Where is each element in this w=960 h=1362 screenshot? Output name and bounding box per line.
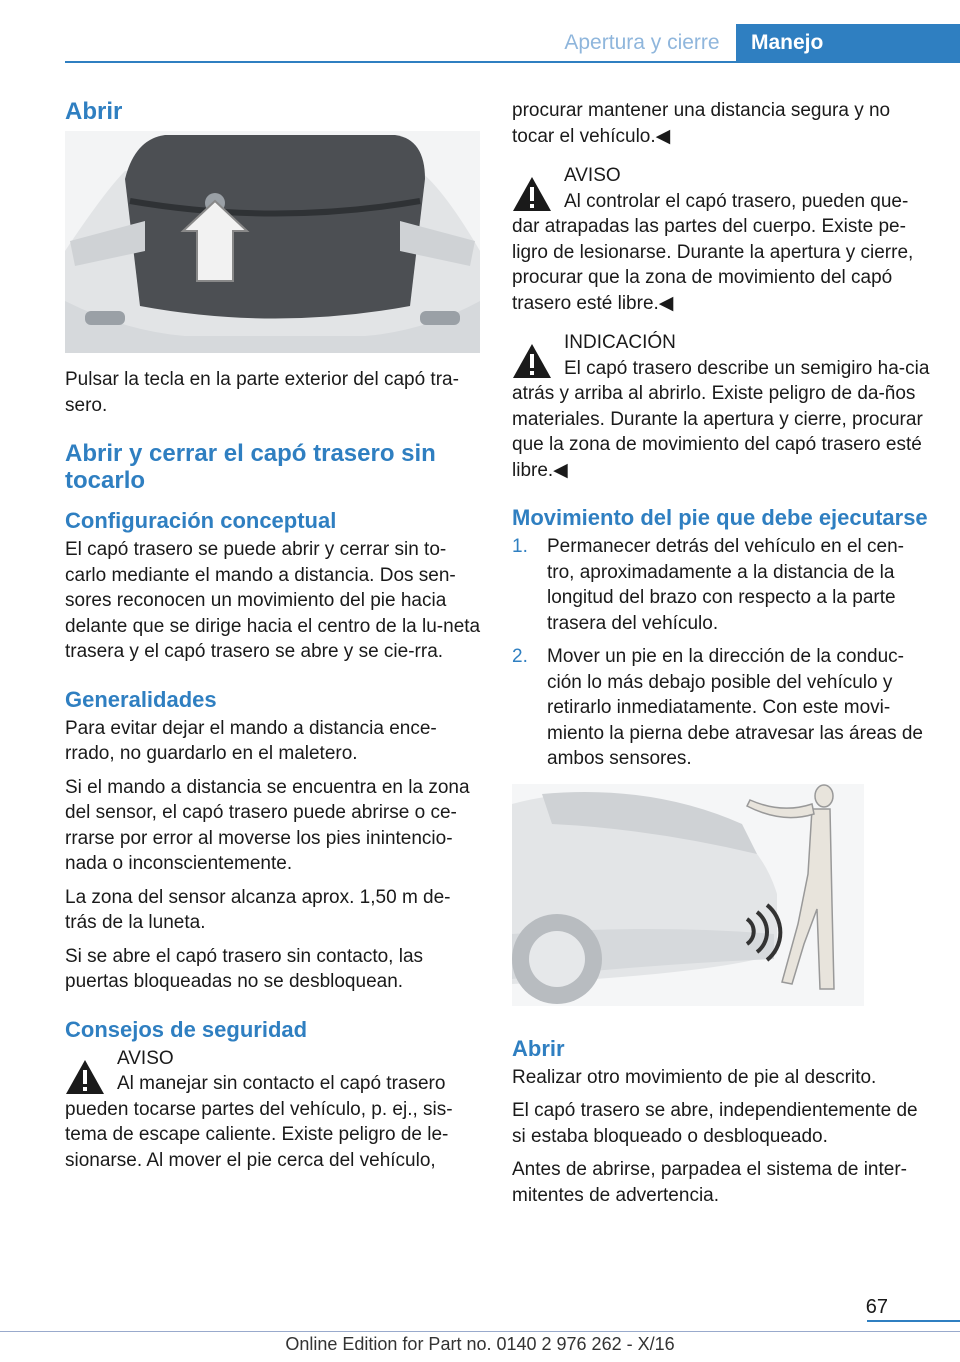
step-number: 1.: [512, 536, 528, 557]
header-rule: [65, 61, 960, 63]
warning-2-title: AVISO: [564, 165, 621, 186]
step-text: Permanecer detrás del vehículo en el cen‐tro, aproximadamente a la distancia de la longitud del brazo con respecto a la parte trasera del vehículo.: [547, 536, 904, 634]
steps-list: [512, 534, 930, 772]
chapter-tab: Manejo: [736, 24, 960, 61]
list-item: [512, 644, 930, 772]
page-number: 67: [865, 1296, 888, 1318]
page-header: [0, 0, 960, 62]
trunk-button-illustration: [65, 131, 480, 353]
list-item: [512, 534, 930, 636]
notice-1: [512, 330, 930, 483]
notice-1-text: El capó trasero describe un semigiro ha‐cia atrás y arriba al abrirlo. Existe peligro de da‐ños materiales. Durante la apertura y cierre, procurar que la zona de movimiento del capó trasero esté libre.◀: [512, 357, 930, 481]
warning-1-title: AVISO: [117, 1047, 174, 1069]
heading-seguridad: Consejos de seguridad: [65, 1016, 308, 1042]
warning-1: [65, 1046, 481, 1174]
left-column: [65, 98, 481, 1187]
warning-triangle-icon: [65, 1058, 105, 1096]
heading-configuracion: Configuración conceptual: [65, 508, 337, 533]
warning-2-text: Al controlar el capó trasero, pueden que‐dar atrapadas las partes del cuerpo. Existe pe‐ligro de lesionarse. Durante la apertura y cierre, procurar que la zona de movimiento del capó trasero esté libre.◀: [512, 190, 914, 314]
p-abrir-2: El capó trasero se abre, independientemente de si estaba bloqueado o desbloqueado.: [512, 1100, 918, 1147]
footer-rule: [0, 1331, 960, 1332]
step-text: Mover un pie en la dirección de la conduc‐ción lo más debajo posible del vehículo y retirarlo inmediatamente. Con este movi‐miento la pierna debe atravesar las áreas de ambos sensores.: [547, 646, 924, 769]
warning-1-text: Al manejar sin contacto el capó trasero pueden tocarse partes del vehículo, p. ej., sis‐tema de escape caliente. Existe peligro de le‐sionarse. Al mover el pie cerca del vehículo,: [65, 1073, 453, 1171]
p-general-3: La zona del sensor alcanza aprox. 1,50 m de‐trás de la luneta.: [65, 886, 451, 933]
right-column: [512, 98, 930, 1216]
heading-generalidades: Generalidades: [65, 686, 217, 712]
step-number: 2.: [512, 646, 528, 667]
p-general-2: Si el mando a distancia se encuentra en la zona del sensor, el capó trasero puede abrirse o ce‐rrarse por error al moverse los pies inintencio‐nada o inconscientemente.: [65, 776, 470, 874]
page-number-rule: [867, 1320, 960, 1322]
heading-movimiento-pie: Movimiento del pie que debe ejecutarse: [512, 505, 928, 530]
warning-triangle-icon: [512, 175, 552, 213]
foot-movement-illustration: [512, 784, 864, 1006]
edition-footer: Online Edition for Part no. 0140 2 976 262 - X/16: [285, 1334, 675, 1354]
section-tab: Apertura y cierre: [564, 30, 720, 54]
heading-abrir-2: Abrir: [512, 1035, 565, 1061]
heading-abrir: Abrir: [65, 98, 123, 125]
warning-triangle-icon: [512, 342, 552, 380]
p-general-1: Para evitar dejar el mando a distancia ence‐rrado, no guardarlo en el maletero.: [65, 717, 437, 764]
p-abrir-1: Realizar otro movimiento de pie al descrito.: [512, 1066, 877, 1088]
p-continuacion: procurar mantener una distancia segura y no tocar el vehículo.◀: [512, 100, 891, 147]
notice-1-title: INDICACIÓN: [564, 332, 676, 353]
p-pulsar: Pulsar la tecla en la parte exterior del capó tra‐sero.: [65, 369, 459, 416]
p-configuracion: El capó trasero se puede abrir y cerrar sin to‐carlo mediante el mando a distancia. Dos sen‐sores reconocen un movimiento del pie hacia delante que se dirige hacia el centro de la lu‐neta trasera y el capó trasero se abre y se cie‐rra.: [65, 539, 481, 662]
p-general-4: Si se abre el capó trasero sin contacto, las puertas bloqueadas no se desbloquean.: [65, 945, 424, 992]
warning-2: [512, 163, 930, 316]
p-abrir-3: Antes de abrirse, parpadea el sistema de inter‐mitentes de advertencia.: [512, 1159, 907, 1206]
heading-sin-tocarlo: Abrir y cerrar el capó trasero sin tocarlo: [65, 440, 436, 494]
